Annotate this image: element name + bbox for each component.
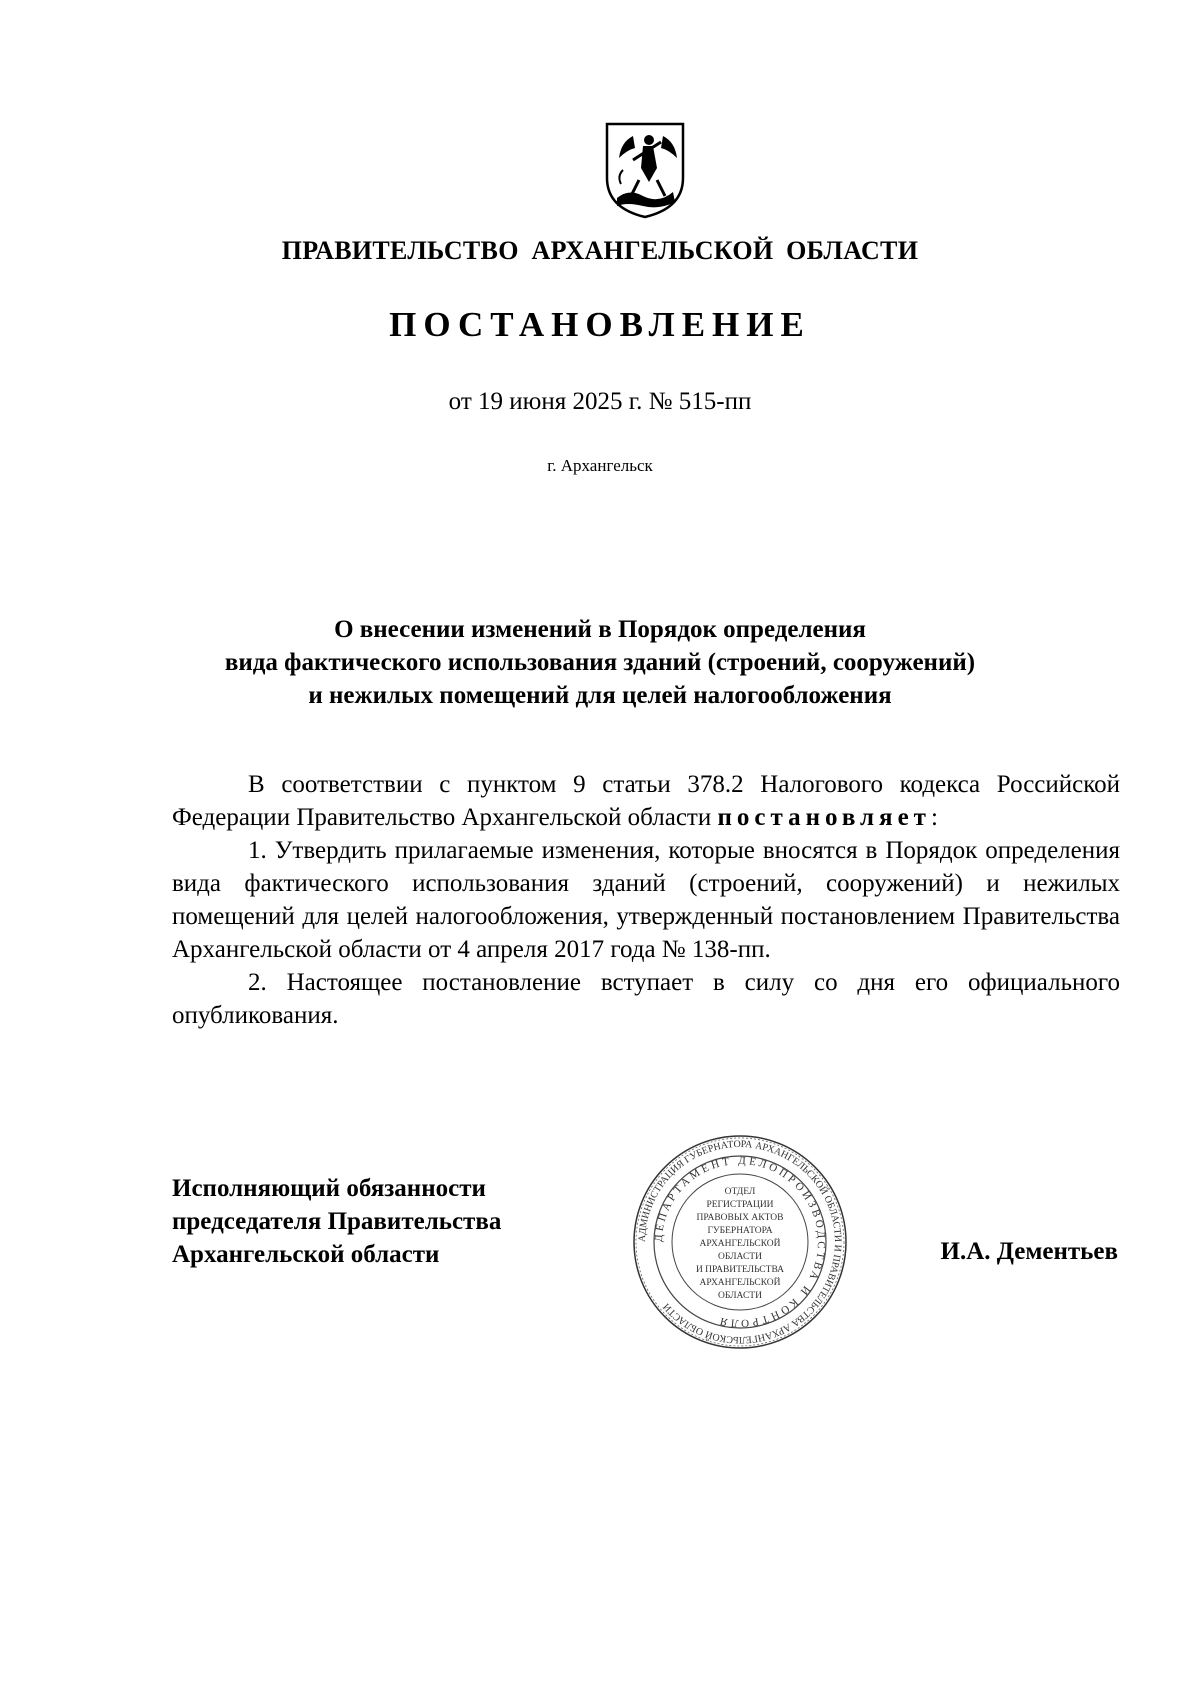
seal-center-line: ОБЛАСТИ (718, 1252, 762, 1262)
seal-inner-text: ДЕПАРТАМЕНТ ДЕЛОПРОИЗВОДСТВА И КОНТРОЛЯ (652, 1154, 828, 1330)
resolves-word: постановляет (717, 804, 931, 831)
seal-center-text (696, 1187, 784, 1301)
intro-paragraph (172, 768, 1120, 834)
title-line: и нежилых помещений для целей налогообложения (308, 682, 892, 709)
seal-center-line: АРХАНГЕЛЬСКОЙ (699, 1278, 781, 1288)
coat-of-arms-icon (603, 120, 687, 220)
item-1-paragraph: 1. Утвердить прилагаемые изменения, которые вносятся в Порядок определения вида фактического использования зданий (строений, сооружений) и нежилых помещений для целей налогообложения, утвержденный постановлением Правительства Архангельской области от 4 апреля 2017 года № 138-пп. (172, 837, 1120, 963)
intro-text: В соответствии с пунктом 9 статьи 378.2 Налогового кодекса Российской Федерации Правительство Архангельской области (172, 771, 1120, 831)
seal-center-line: ПРАВОВЫХ АКТОВ (696, 1213, 784, 1223)
official-seal-icon (630, 1132, 850, 1352)
signer-title (172, 1172, 501, 1271)
title-line: вида фактического использования зданий (строений, сооружений) (224, 649, 976, 676)
signer-title-line: Архангельской области (172, 1241, 440, 1268)
document-city: г. Архангельск (547, 456, 653, 475)
seal-center-line: РЕГИСТРАЦИИ (706, 1200, 774, 1210)
document-type: ПОСТАНОВЛЕНИЕ (389, 305, 811, 344)
item-2-paragraph: 2. Настоящее постановление вступает в силу со дня его официального опубликования. (172, 969, 1120, 1029)
document-title (0, 613, 1200, 712)
document-date-number: от 19 июня 2025 г. № 515-пп (448, 388, 752, 415)
signer-title-line: председателя Правительства (172, 1208, 502, 1235)
signer-title-line: Исполняющий обязанности (172, 1175, 486, 1202)
seal-center-line: И ПРАВИТЕЛЬСТВА (695, 1265, 785, 1275)
seal-center-line: АРХАНГЕЛЬСКОЙ (699, 1239, 781, 1249)
seal-outer-text: АДМИНИСТРАЦИЯ ГУБЕРНАТОРА АРХАНГЕЛЬСКОЙ ОБЛАСТИ И ПРАВИТЕЛЬСТВА АРХАНГЕЛЬСКОЙ ОБЛАСТИ (636, 1138, 844, 1346)
title-line: О внесении изменений в Порядок определения (334, 616, 866, 643)
seal-center-line: ГУБЕРНАТОРА (707, 1226, 773, 1236)
seal-center-line: ОБЛАСТИ (718, 1291, 762, 1301)
seal-center-line: ОТДЕЛ (724, 1187, 756, 1197)
document-body (172, 768, 1120, 1032)
intro-colon: : (930, 804, 938, 831)
signer-name: И.А. Дементьев (940, 1238, 1118, 1265)
government-name: ПРАВИТЕЛЬСТВО АРХАНГЕЛЬСКОЙ ОБЛАСТИ (281, 236, 919, 265)
